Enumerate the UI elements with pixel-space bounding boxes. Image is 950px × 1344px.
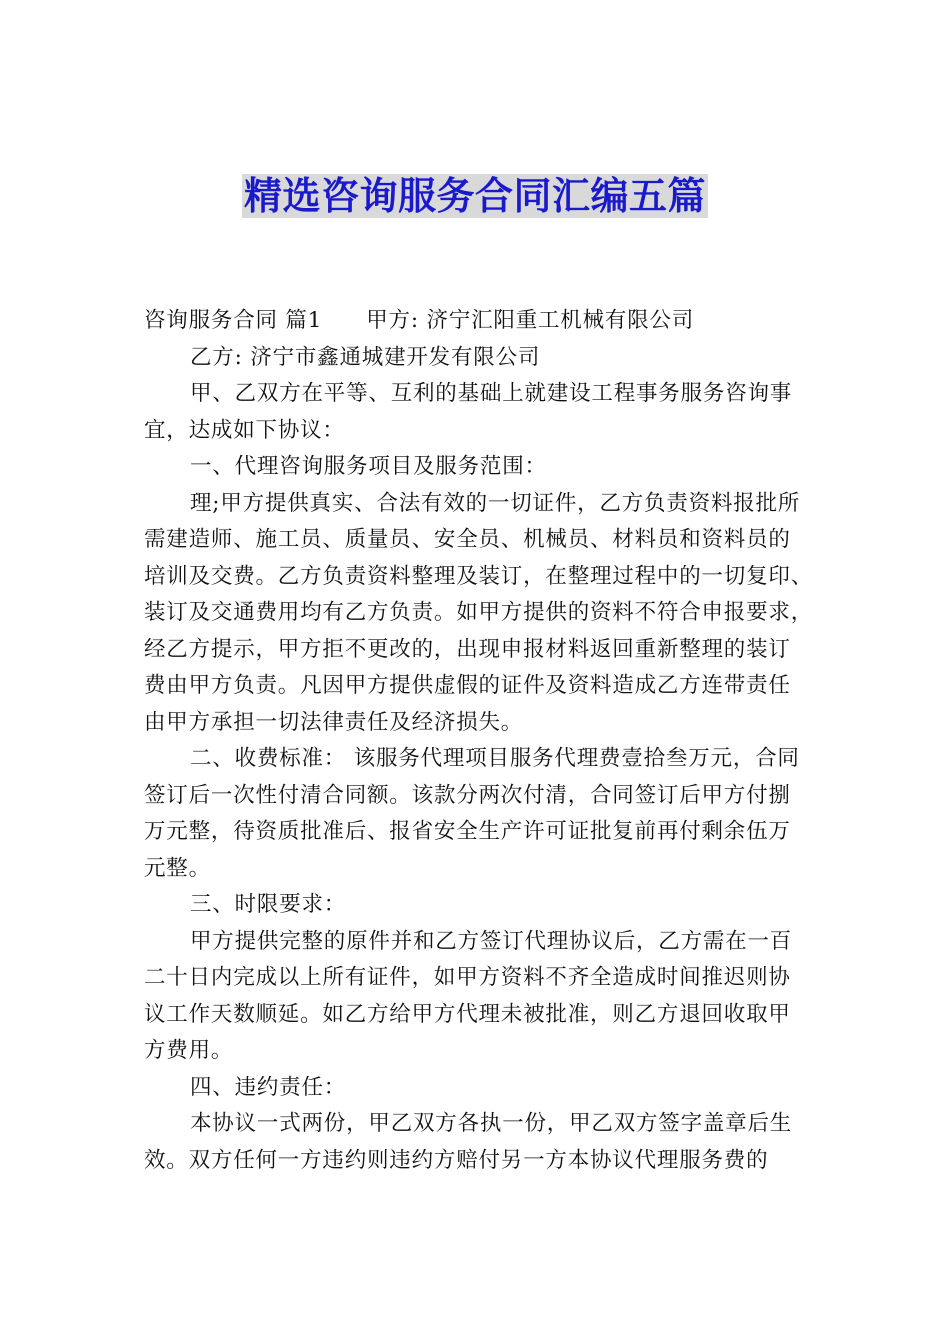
body-line: 一、代理咨询服务项目及服务范围： (190, 454, 547, 479)
body-line: 甲、乙双方在平等、互利的基础上就建设工程事务服务咨询事 (190, 381, 793, 406)
body-line: 培训及交费。乙方负责资料整理及装订，在整理过程中的一切复印、 (144, 563, 814, 589)
body-line: 四、违约责任： (190, 1074, 347, 1100)
body-line: 理;甲方提供真实、合法有效的一切证件，乙方负责资料报批所 (190, 490, 801, 516)
document-title: 精选咨询服务合同汇编五篇 (243, 174, 706, 218)
body-line: 二、收费标准： 该服务代理项目服务代理费壹拾叁万元，合同 (190, 746, 800, 771)
body-line: 方费用。 (144, 1038, 234, 1063)
body-line: 二十日内完成以上所有证件，如甲方资料不齐全造成时间推迟则协 (144, 965, 791, 990)
party-a-text: 甲方: 济宁汇阳重工机械有限公司 (366, 308, 695, 333)
body-line: 万元整，待资质批准后、报省安全生产许可证批复前再付剩余伍万 (144, 819, 791, 844)
body-line: 费由甲方负责。凡因甲方提供虚假的证件及资料造成乙方连带责任 (144, 673, 791, 698)
document-body (144, 303, 820, 1179)
body-line: 签订后一次性付清合同额。该款分两次付清，合同签订后甲方付捌 (144, 782, 791, 808)
body-line: 需建造师、施工员、质量员、安全员、机械员、材料员和资料员的 (144, 527, 791, 552)
body-line: 宜，达成如下协议： (144, 417, 345, 443)
body-line: 元整。 (144, 855, 211, 881)
body-line: 装订及交通费用均有乙方负责。如甲方提供的资料不符合申报要求， (144, 600, 814, 625)
body-line: 议工作天数顺延。如乙方给甲方代理未被批准，则乙方退回收取甲 (144, 1001, 791, 1027)
section-heading: 咨询服务合同 篇1 (144, 308, 323, 333)
body-line (144, 303, 820, 340)
body-line: 甲方提供完整的原件并和乙方签订代理协议后，乙方需在一百 (190, 928, 793, 954)
body-line: 乙方: 济宁市鑫通城建开发有限公司 (190, 344, 541, 370)
body-line: 三、时限要求： (190, 892, 347, 917)
body-line: 本协议一式两份，甲乙双方各执一份，甲乙双方签字盖章后生 (190, 1111, 793, 1136)
body-line: 效。双方任何一方违约则违约方赔付另一方本协议代理服务费的 (144, 1147, 769, 1173)
body-line: 经乙方提示，甲方拒不更改的，出现申报材料返回重新整理的装订 (144, 636, 791, 662)
body-line: 由甲方承担一切法律责任及经济损失。 (144, 709, 524, 735)
title-container (0, 174, 950, 218)
